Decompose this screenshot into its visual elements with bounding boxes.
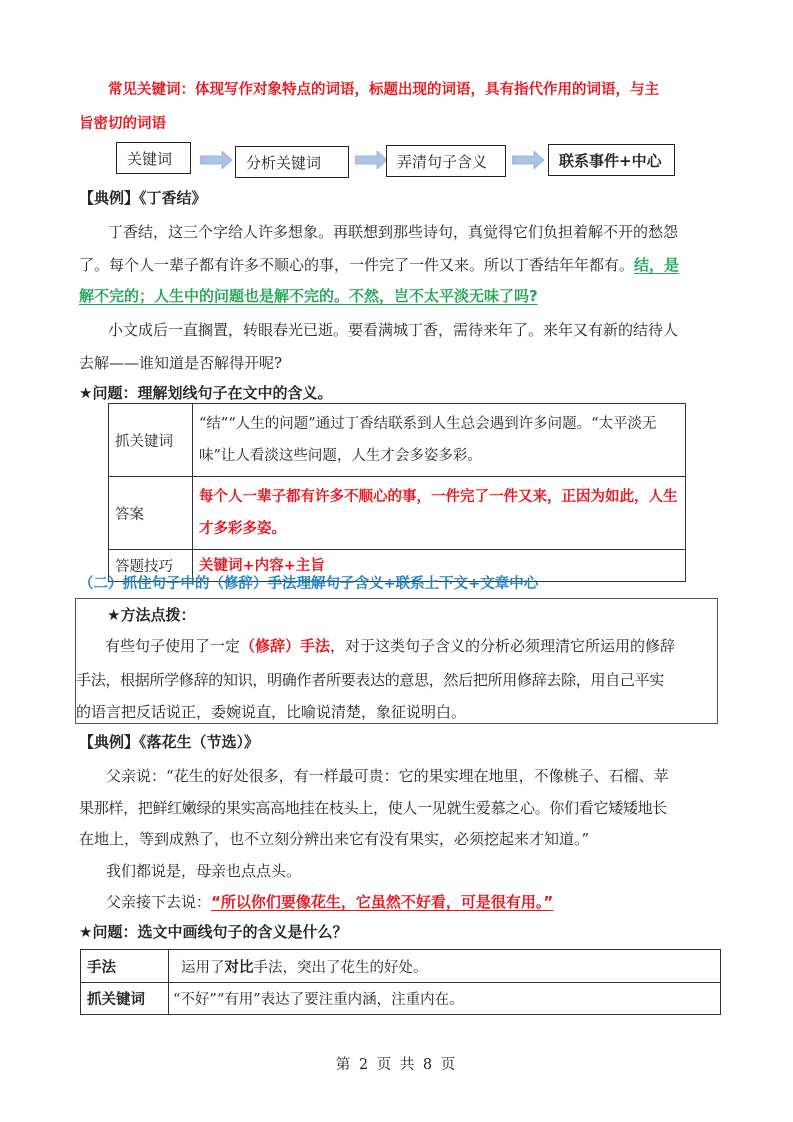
example2-answer-table [80, 949, 721, 1015]
right-arrow-icon [200, 151, 232, 169]
example1-answer-table [108, 403, 686, 582]
table-key: 答题技巧 [109, 550, 193, 582]
method-title: ★方法点拨： [107, 606, 196, 624]
flow-step-connect: 联系事件+中心 [548, 144, 675, 176]
table-row [81, 983, 721, 1015]
table-row [81, 950, 721, 983]
example2-p1-line2: 果那样，把鲜红嫩绿的果实高高地挂在枝头上，使人一见就生爱慕之心。你们看它矮矮地长 [79, 799, 668, 817]
method-line1-text-b: ，对于这类句子含义的分析必须理清它所运用的修辞 [330, 637, 676, 655]
flow-step-analyze: 分析关键词 [235, 146, 349, 178]
example1-question: ★问题：理解划线句子在文中的含义。 [79, 384, 333, 402]
example1-label: 【典例】《丁香结》 [79, 189, 207, 207]
section2-heading: （二）抓住句子中的（修辞）手法理解句子含义+联系上下文+文章中心 [79, 576, 539, 592]
table-value-bold: 对比 [224, 959, 254, 976]
method-line1-rhetoric: （修辞）手法 [240, 637, 331, 655]
example1-p1-line2-text: 了。每个人一辈子都有许多不顺心的事，一件完了一件又来。所以丁香结年年都有。 [79, 256, 635, 274]
right-arrow-icon [512, 151, 544, 169]
table-value [169, 950, 721, 983]
right-arrow-icon [355, 151, 387, 169]
table-key: 手法 [81, 950, 169, 983]
table-value-text-a: 运用了 [181, 959, 225, 976]
table-value: 每个人一辈子都有许多不顺心的事，一件完了一件又来，正因为如此，人生才多彩多姿。 [193, 477, 686, 550]
table-value: 关键词+内容+主旨 [193, 550, 686, 582]
example1-underlined-sentence: 解不完的；人生中的问题也是解不完的。不然，岂不太平淡无味了吗? [79, 287, 538, 305]
flow-step-keyword: 关键词 [116, 142, 191, 174]
example1-p1-line1: 丁香结，这三个字给人许多想象。再联想到那些诗句，真觉得它们负担着解不开的愁怨 [108, 223, 679, 241]
method-line3: 的语言把反话说正，委婉说直，比喻说清楚，象征说明白。 [76, 703, 467, 721]
table-key: 抓关键词 [109, 404, 193, 477]
flow-step-meaning: 弄清句子含义 [386, 145, 506, 177]
table-value-text-b: 手法，突出了花生的好处。 [253, 959, 428, 976]
example2-p1-line3: 在地上，等到成熟了，也不立刻分辨出来它有没有果实，必须挖起来才知道。” [79, 830, 590, 848]
table-key: 答案 [109, 477, 193, 550]
example1-underlined-sentence-start: 结，是 [634, 256, 680, 274]
table-key: 抓关键词 [81, 983, 169, 1015]
table-row [109, 477, 686, 550]
example2-question: ★问题：选文中画线句子的含义是什么？ [79, 923, 348, 941]
example2-p1-line1: 父亲说：“花生的好处很多，有一样最可贵：它的果实埋在地里，不像桃子、石榴、苹 [106, 767, 669, 785]
example2-p3-text: 父亲接下去说： [106, 893, 212, 911]
table-row [109, 404, 686, 477]
page-footer: 第 2 页 共 8 页 [335, 1057, 458, 1073]
table-value: “结”“人生的问题”通过丁香结联系到人生总会遇到许多问题。“太平淡无味”让人看淡这些问题，人生才会多姿多彩。 [193, 404, 686, 477]
method-line1 [105, 636, 745, 656]
table-value: “不好”“有用”表达了要注重内涵，注重内在。 [169, 983, 721, 1015]
keywords-intro-line1: 常见关键词：体现写作对象特点的词语，标题出现的词语，具有指代作用的词语，与主 [108, 82, 659, 98]
example2-label: 【典例】《落花生（节选）》 [79, 733, 260, 751]
example2-p2: 我们都说是，母亲也点点头。 [106, 862, 302, 880]
example2-p3 [106, 892, 746, 912]
keywords-intro-line2: 旨密切的词语 [79, 116, 166, 132]
example1-p2-line2: 去解——谁知道是否解得开呢? [79, 354, 283, 372]
example1-p2-line1: 小文成后一直搁置，转眼春光已逝。要看满城丁香，需待来年了。来年又有新的结待人 [108, 321, 679, 339]
method-line2: 手法，根据所学修辞的知识，明确作者所要表达的意思，然后把所用修辞去除，用自己平实 [76, 671, 665, 689]
example1-p1-line2 [79, 255, 719, 275]
example2-underlined-sentence: “所以你们要像花生，它虽然不好看，可是很有用。” [211, 893, 554, 911]
method-line1-text-a: 有些句子使用了一定 [105, 637, 241, 655]
